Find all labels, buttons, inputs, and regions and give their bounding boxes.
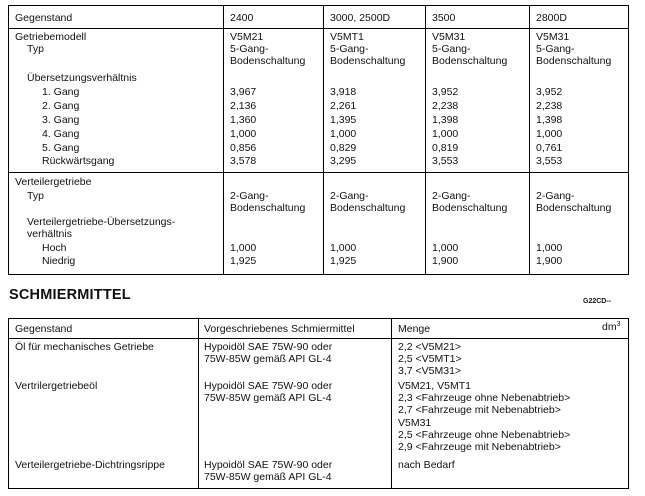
type-value: Bodenschaltung	[230, 202, 306, 214]
header-gegenstand: Gegenstand	[15, 12, 73, 24]
header-column: 2400	[230, 12, 254, 24]
gear-label: 1. Gang	[42, 86, 80, 98]
ratio-value: 1,000	[536, 128, 563, 140]
type-value: Bodenschaltung	[230, 55, 306, 67]
ratio-value: 1,000	[230, 128, 257, 140]
type-value: 2-Gang-	[330, 190, 369, 202]
unit-label: $dm^3$	[602, 321, 621, 333]
lubricant-line: 75W-85W gemäß API GL-4	[204, 392, 332, 404]
ratio-value: 3,295	[330, 155, 357, 167]
type-value: 5-Gang-	[330, 43, 369, 55]
ratio-value: 1,398	[432, 114, 459, 126]
ratio-value: 0,829	[330, 142, 357, 154]
header-column: 3500	[432, 12, 456, 24]
row-item: Öl für mechanisches Getriebe	[15, 341, 154, 353]
amount-line: 2,7 <Fahrzeuge mit Nebenabtrieb>	[398, 404, 561, 416]
ratio-value: 2,261	[330, 100, 357, 112]
ratio-value: 1,360	[230, 114, 257, 126]
column-divider	[223, 6, 224, 274]
ratio-value: 0,856	[230, 142, 257, 154]
ratio-value: 1,925	[230, 255, 257, 267]
amount-line: 2,2 <V5M21>	[398, 341, 462, 353]
type-value: Bodenschaltung	[432, 202, 508, 214]
ratio-value: 1,000	[330, 242, 357, 254]
ratio-value: 0,761	[536, 142, 563, 154]
row-divider	[9, 172, 628, 173]
ratio-value: 1,395	[330, 114, 357, 126]
column-divider	[198, 319, 199, 488]
section-title: Verteilergetriebe	[15, 176, 92, 188]
type-value: Bodenschaltung	[432, 55, 508, 67]
row-item: Vertrilergetriebeöl	[15, 380, 98, 392]
model-value: V5M21	[230, 31, 264, 43]
type-value: 2-Gang-	[230, 190, 269, 202]
amount-line: V5M31	[398, 417, 432, 429]
ratio-value: 3,918	[330, 86, 357, 98]
ratio-value: 1,000	[230, 242, 257, 254]
column-divider	[391, 319, 392, 488]
ratio-value: 3,952	[536, 86, 563, 98]
ratio-value: 2,238	[432, 100, 459, 112]
header-amount: Menge	[398, 323, 431, 335]
lubricant-line: 75W-85W gemäß API GL-4	[204, 353, 332, 365]
lubricant-line: Hypoidöl SAE 75W-90 oder	[204, 341, 333, 353]
amount-line: V5M21, V5MT1	[398, 380, 471, 392]
lubricant-line: Hypoidöl SAE 75W-90 oder	[204, 459, 333, 471]
ratio-value: 1,000	[432, 128, 459, 140]
gear-label: 3. Gang	[42, 114, 80, 126]
ratio-value: 3,967	[230, 86, 257, 98]
range-label: Niedrig	[42, 255, 76, 267]
ratio-value: 1,925	[330, 255, 357, 267]
column-divider	[323, 6, 324, 274]
type-label: Typ	[27, 190, 44, 202]
row-divider	[9, 28, 628, 29]
column-divider	[529, 6, 530, 274]
model-value: V5M31	[432, 31, 466, 43]
model-value: V5M31	[536, 31, 570, 43]
header-column: 3000, 2500D	[330, 12, 391, 24]
gear-label: 5. Gang	[42, 142, 80, 154]
amount-line: 2,5 <Fahrzeuge ohne Nebenabtrieb>	[398, 429, 571, 441]
type-value: 5-Gang-	[432, 43, 471, 55]
ratio-value: 3,553	[432, 155, 459, 167]
ratio-value: 2,136	[230, 100, 257, 112]
header-column: 2800D	[536, 12, 567, 24]
section-title: Getriebemodell	[15, 31, 87, 43]
ratio-value: 1,900	[536, 255, 563, 267]
gear-label: Rückwärtsgang	[42, 155, 115, 167]
type-value: Bodenschaltung	[536, 202, 612, 214]
ratio-value: 2,238	[536, 100, 563, 112]
ratio-value: 3,578	[230, 155, 257, 167]
amount-line: nach Bedarf	[398, 459, 455, 471]
type-value: 5-Gang-	[536, 43, 575, 55]
ratio-value: 1,900	[432, 255, 459, 267]
type-label: Typ	[27, 43, 44, 55]
type-value: 2-Gang-	[432, 190, 471, 202]
ratio-value: 0,819	[432, 142, 459, 154]
ratio-label: Verteilergetriebe-Übersetzungs-	[27, 216, 176, 228]
type-value: 5-Gang-	[230, 43, 269, 55]
ratio-label: Übersetzungsverhältnis	[27, 72, 137, 84]
gear-label: 2. Gang	[42, 100, 80, 112]
amount-line: 2,3 <Fahrzeuge ohne Nebenabtrieb>	[398, 392, 571, 404]
header-lubricant: Vorgeschriebenes Schmiermittel	[204, 323, 355, 335]
column-divider	[425, 6, 426, 274]
gear-label: 4. Gang	[42, 128, 80, 140]
lubricant-line: Hypoidöl SAE 75W-90 oder	[204, 380, 333, 392]
amount-line: 2,5 <V5MT1>	[398, 353, 462, 365]
type-value: Bodenschaltung	[330, 202, 406, 214]
amount-line: 3,7 <V5M31>	[398, 365, 462, 377]
type-value: Bodenschaltung	[330, 55, 406, 67]
ratio-value: 1,000	[432, 242, 459, 254]
section-heading: SCHMIERMITTEL	[9, 287, 131, 303]
ratio-value: 1,398	[536, 114, 563, 126]
gearbox-specs-table	[8, 5, 629, 275]
header-item: Gegenstand	[15, 323, 73, 335]
row-item: Verteilergetriebe-Dichtringsrippe	[15, 459, 165, 471]
lubricant-table	[8, 318, 629, 489]
ratio-value: 3,553	[536, 155, 563, 167]
type-value: Bodenschaltung	[536, 55, 612, 67]
row-divider	[9, 338, 628, 339]
model-value: V5MT1	[330, 31, 364, 43]
type-value: 2-Gang-	[536, 190, 575, 202]
ratio-value: 1,000	[330, 128, 357, 140]
ratio-value: 3,952	[432, 86, 459, 98]
ratio-label: verhältnis	[27, 228, 72, 240]
amount-line: 2,9 <Fahrzeuge mit Nebenabtrieb>	[398, 441, 561, 453]
lubricant-line: 75W-85W gemäß API GL-4	[204, 471, 332, 483]
ratio-value: 1,000	[536, 242, 563, 254]
range-label: Hoch	[42, 242, 67, 254]
section-code: G22CD--	[583, 298, 612, 305]
